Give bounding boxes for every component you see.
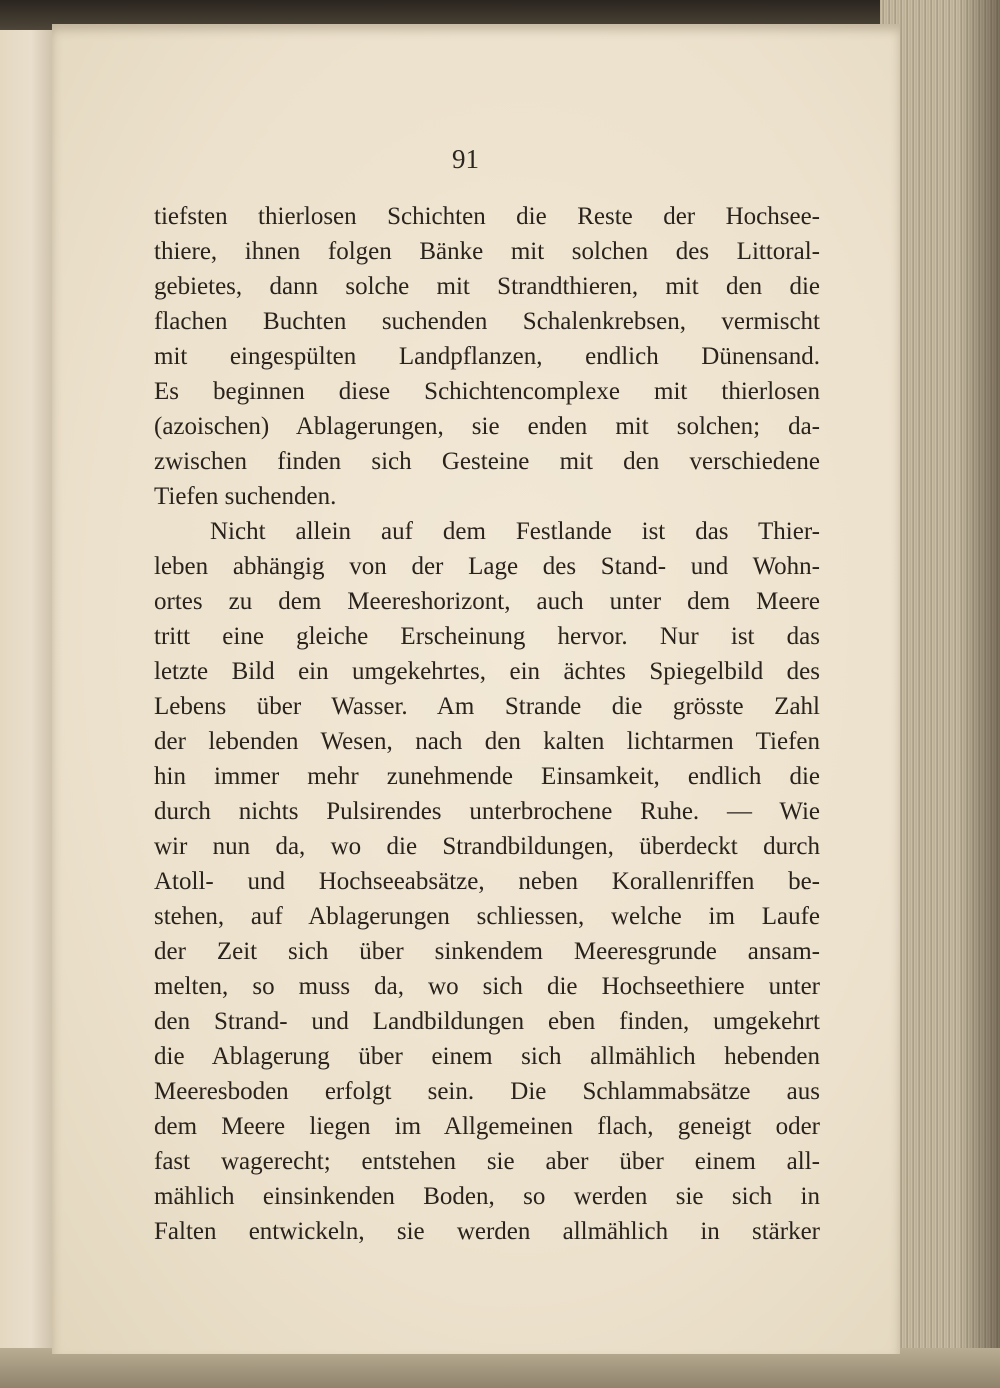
text-line: mit eingespülten Landpflanzen, endlich Dünensand.	[154, 343, 820, 370]
page-sheet	[52, 24, 900, 1354]
text-line: thiere, ihnen folgen Bänke mit solchen des Littoral-	[154, 238, 820, 265]
facing-page-edge	[0, 30, 52, 1388]
text-line: tiefsten thierlosen Schichten die Reste der Hochsee-	[154, 203, 820, 230]
text-line: Tiefen suchenden.	[154, 483, 337, 510]
text-line: tritt eine gleiche Erscheinung hervor. Nur ist das	[154, 623, 820, 650]
text-line: den Strand- und Landbildungen eben finden, umgekehrt	[154, 1008, 820, 1035]
text-line: Meeresboden erfolgt sein. Die Schlammabsätze aus	[154, 1078, 820, 1105]
text-line: fast wagerecht; entstehen sie aber über einem all-	[154, 1148, 820, 1175]
text-line: zwischen finden sich Gesteine mit den verschiedene	[154, 448, 820, 475]
text-line: gebietes, dann solche mit Strandthieren, mit den die	[154, 273, 820, 300]
text-line: Atoll- und Hochseeabsätze, neben Korallenriffen be-	[154, 868, 820, 895]
text-line: (azoischen) Ablagerungen, sie enden mit solchen; da-	[154, 413, 820, 440]
text-line: dem Meere liegen im Allgemeinen flach, geneigt oder	[154, 1113, 820, 1140]
text-line: Lebens über Wasser. Am Strande die grösste Zahl	[154, 693, 820, 720]
page-block-shadow	[958, 0, 1000, 1388]
text-line: melten, so muss da, wo sich die Hochseethiere unter	[154, 973, 820, 1000]
page-number: 91	[452, 144, 479, 174]
text-line: Nicht allein auf dem Festlande ist das Thier-	[210, 518, 820, 545]
text-line: durch nichts Pulsirendes unterbrochene Ruhe. — Wie	[154, 798, 820, 825]
text-line: leben abhängig von der Lage des Stand- und Wohn-	[154, 553, 820, 580]
text-line: mählich einsinkenden Boden, so werden sie sich in	[154, 1183, 820, 1210]
text-line: Es beginnen diese Schichtencomplexe mit thierlosen	[154, 378, 820, 405]
text-line: letzte Bild ein umgekehrtes, ein ächtes Spiegelbild des	[154, 658, 820, 685]
text-line: flachen Buchten suchenden Schalenkrebsen, vermischt	[154, 308, 820, 335]
book-bottom-edge	[0, 1348, 1000, 1388]
text-line: die Ablagerung über einem sich allmählich hebenden	[154, 1043, 820, 1070]
text-line: wir nun da, wo die Strandbildungen, überdeckt durch	[154, 833, 820, 860]
text-line: stehen, auf Ablagerungen schliessen, welche im Laufe	[154, 903, 820, 930]
text-line: der Zeit sich über sinkendem Meeresgrunde ansam-	[154, 938, 820, 965]
text-line: Falten entwickeln, sie werden allmählich in stärker	[154, 1218, 820, 1245]
text-line: ortes zu dem Meereshorizont, auch unter dem Meere	[154, 588, 820, 615]
text-line: der lebenden Wesen, nach den kalten lichtarmen Tiefen	[154, 728, 820, 755]
text-line: hin immer mehr zunehmende Einsamkeit, endlich die	[154, 763, 820, 790]
